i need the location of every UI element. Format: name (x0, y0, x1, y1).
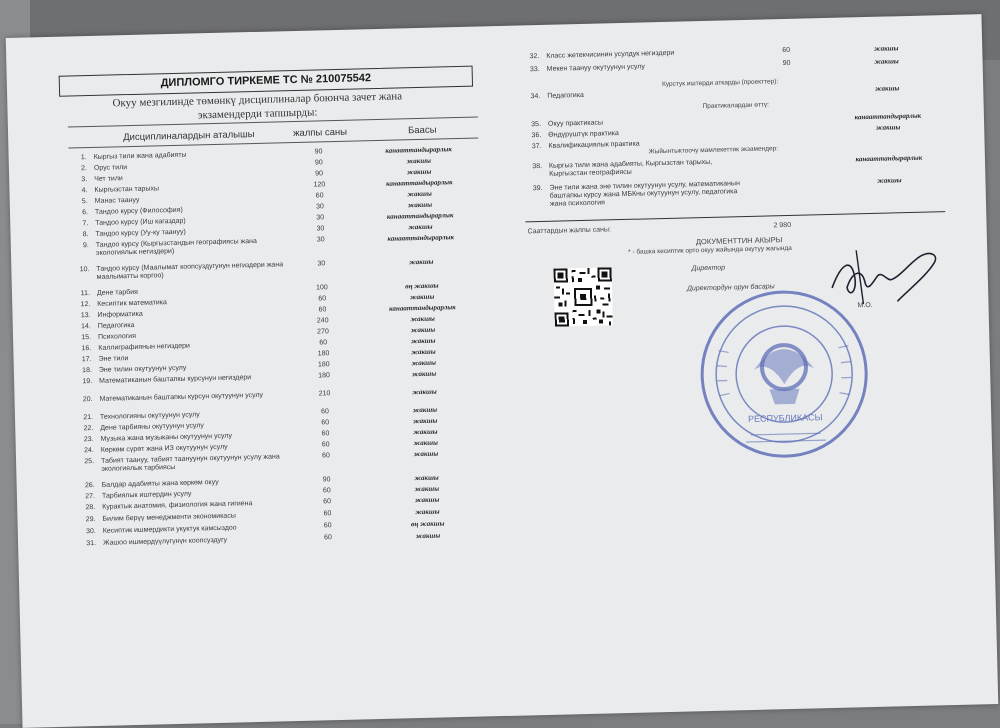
grade: жакшы (374, 387, 474, 397)
subject-name: Педагогика (547, 88, 747, 101)
director-label: Директор (691, 265, 725, 273)
document-sheet (6, 14, 999, 728)
subject-name: Кесиптик ишмердикти укуктук камсыздоо (103, 523, 293, 536)
hours: 30 (291, 236, 351, 244)
subject-name: Эне тили (99, 351, 289, 364)
header-hours: жалпы саны (293, 127, 347, 139)
footnote: * - башка кесиптик орто окуу жайында окутуу жагында (628, 245, 792, 256)
row-number: 12. (70, 301, 90, 308)
hours: 60 (292, 295, 352, 303)
official-seal-icon (697, 287, 871, 461)
grade: жакшы (370, 189, 470, 199)
row-number: 21. (73, 414, 93, 421)
hours: 90 (289, 170, 349, 178)
hours: 90 (761, 59, 811, 68)
document-end: ДОКУМЕНТТИН АКЫРЫ (696, 235, 783, 246)
grade: жакшы (373, 347, 473, 357)
subject-name: Окуу практикасы (548, 116, 748, 129)
hours: 240 (293, 317, 353, 325)
subject-name: Дене тарбия (97, 285, 287, 298)
row-number: 22. (73, 425, 93, 432)
grade: жакшы (376, 449, 476, 459)
row-number: 13. (70, 312, 90, 319)
subject-name: Курактык анатомия, физиология жана гигиена (102, 499, 292, 512)
hours: 60 (295, 408, 355, 416)
subject-name: Музыка жана музыканы окутуунун усулу (100, 431, 290, 444)
deputy-director-label: Директордун орун басары (687, 283, 775, 292)
subject-name: Дене тарбияны окутуунун усулу (100, 420, 290, 433)
subject-name: Көркөм сүрөт жана ИЗ окутуунун усулу (101, 442, 291, 455)
hours (764, 178, 814, 179)
subject-name: Балдар адабияты жана көркөм окуу (102, 477, 292, 490)
hours: 60 (295, 419, 355, 427)
total-value: 2 980 (773, 222, 791, 229)
hours: 60 (761, 46, 811, 55)
grade: жакшы (369, 167, 469, 177)
header-grade: Баасы (408, 125, 437, 137)
grade: жакшы (373, 336, 473, 346)
subject-name: Информатика (97, 307, 287, 320)
subject-name: Тарбиялык иштердин усулу (102, 488, 292, 501)
row-number: 9. (69, 242, 89, 249)
grade: жакшы (834, 175, 944, 186)
course-work-note: Курстук иштерди аткарды (проекттер): (662, 78, 778, 88)
row-number: 27. (75, 493, 95, 500)
hours: 60 (296, 452, 356, 460)
hours: 90 (297, 476, 357, 484)
row-number: 1. (67, 154, 87, 161)
table-row (45, 386, 495, 407)
grade: жакшы (376, 438, 476, 448)
hours: 90 (289, 159, 349, 167)
grade: жакшы (375, 427, 475, 437)
row-number: 25. (74, 458, 94, 465)
grade: жакшы (831, 56, 941, 67)
row-number: 33. (520, 66, 540, 74)
subject-name: Эне тилин окутуунун усулу (99, 362, 289, 375)
grade: жакшы (377, 495, 477, 505)
hours: 60 (298, 522, 358, 530)
row-number: 29. (75, 516, 95, 523)
table-row (511, 43, 951, 54)
table-row (41, 256, 491, 277)
row-number: 11. (70, 290, 90, 297)
hours: 90 (289, 148, 349, 156)
row-number: 3. (67, 176, 87, 183)
grade: жакшы (833, 122, 943, 133)
subject-name: Кесиптик математика (97, 296, 287, 309)
subject-name: Тандоо курсу (Уу-ку таануу) (95, 226, 285, 239)
hours (764, 156, 814, 157)
hours: 30 (291, 260, 351, 268)
subject-name: Эне тили жана эне тилин окутуунун усулу, математиканын баштапкы курсу жана МБКны окутуунун усулу, педагогика жана психология (549, 180, 750, 209)
right-page (511, 15, 968, 716)
hours: 60 (290, 192, 350, 200)
subject-name: Чет тили (94, 171, 284, 184)
total-rule (525, 211, 945, 222)
hours (763, 114, 813, 115)
hours: 60 (292, 306, 352, 314)
grade: канааттандырарлык (370, 211, 470, 221)
hours: 180 (294, 361, 354, 369)
grade: жакшы (369, 156, 469, 166)
grade: жакшы (370, 222, 470, 232)
hours: 180 (293, 350, 353, 358)
grade: канааттандырарлык (833, 111, 943, 122)
grade: жакшы (372, 292, 472, 302)
qr-code-icon (554, 267, 613, 326)
row-number: 26. (75, 482, 95, 489)
subject-name: Кыргызстан тарыхы (94, 182, 284, 195)
subtitle-line-2: экзамендерди тапшырды: (98, 103, 418, 125)
hours: 30 (290, 203, 350, 211)
subject-name: Математиканын баштапкы курсун окутуунун усулу (99, 391, 289, 404)
row-number: 34. (520, 93, 540, 101)
hours: 60 (296, 441, 356, 449)
grade: жакшы (373, 314, 473, 324)
hours: 60 (297, 510, 357, 518)
grade: жакшы (377, 484, 477, 494)
row-number: 8. (68, 231, 88, 238)
grade: канааттандырарлык (372, 303, 472, 313)
row-number: 36. (521, 132, 541, 140)
subject-name: Кыргыз тили жана адабияты, Кыргызстан тарыхы, Кыргызстан географиясы (549, 158, 749, 179)
subject-name: Тандоо курсу (Маалымат коопсуздугунун негиздери жана маалыматты коргоо) (96, 261, 286, 282)
grade: жакшы (375, 416, 475, 426)
subject-name: Тандоо курсу (Философия) (95, 204, 285, 217)
seal-text: РЕСПУБЛИКАСЫ (748, 412, 823, 424)
row-number: 16. (71, 345, 91, 352)
hours (762, 86, 812, 87)
grade: жакшы (371, 257, 471, 267)
row-number: 19. (72, 378, 92, 385)
practice-note: Практикалардан өттү: (703, 101, 769, 110)
hours: 100 (292, 284, 352, 292)
grade: канааттандырарлык (368, 145, 468, 155)
table-row (514, 153, 954, 164)
total-label: Сааттардын жалпы саны: (528, 226, 611, 235)
grade: жакшы (378, 531, 478, 541)
row-number: 30. (76, 528, 96, 535)
row-number: 39. (522, 185, 542, 193)
row-number: 14. (71, 323, 91, 330)
hours: 60 (298, 534, 358, 542)
subject-name: Класс жетекчисинин усулдук негиздери (546, 48, 746, 61)
grade: канааттандырарлык (371, 233, 471, 243)
subject-name: Манас таануу (95, 193, 285, 206)
row-number: 32. (519, 53, 539, 61)
row-number: 31. (76, 540, 96, 547)
row-number: 35. (521, 121, 541, 129)
hours: 120 (289, 181, 349, 189)
hours: 180 (294, 372, 354, 380)
subject-name: Технологияны окутуунун усулу (100, 409, 290, 422)
subtitle-line-1: Окуу мезгилинде төмөнкү дисциплиналар боюнча зачет жана (97, 89, 417, 111)
subject-name: Квалификациялык практика (548, 138, 748, 151)
row-number: 28. (75, 504, 95, 511)
grade: жакшы (375, 405, 475, 415)
hours: 30 (290, 214, 350, 222)
subject-name: Орус тили (94, 160, 284, 173)
hours: 30 (290, 225, 350, 233)
hours (763, 136, 813, 137)
signature-icon (826, 240, 948, 313)
grade: жакшы (831, 43, 941, 54)
hours: 60 (297, 498, 357, 506)
hours: 60 (297, 487, 357, 495)
grade: жакшы (377, 473, 477, 483)
seal-place-label: М.О. (857, 302, 872, 309)
row-number: 18. (72, 367, 92, 374)
grade: жакшы (373, 325, 473, 335)
row-number: 10. (69, 266, 89, 273)
row-number: 6. (68, 209, 88, 216)
header-name: Дисциплиналардын аталышы (123, 129, 255, 143)
row-number: 4. (67, 187, 87, 194)
grade: канааттандырарлык (834, 153, 944, 164)
row-number: 24. (74, 447, 94, 454)
row-number: 5. (68, 198, 88, 205)
subject-name: Математиканын баштапкы курсунун негиздери (99, 373, 289, 386)
row-number: 20. (72, 396, 92, 403)
table-row (513, 111, 953, 122)
subject-name: Кыргыз тили жана адабияты (94, 149, 284, 162)
row-number: 7. (68, 220, 88, 227)
subject-name: Өндүрүштүк практика (548, 127, 748, 140)
subject-name: Психология (98, 329, 288, 342)
subject-name: Каллиграфиянын негиздери (98, 340, 288, 353)
grade: жакшы (377, 507, 477, 517)
hours: 270 (293, 328, 353, 336)
page-title: ДИПЛОМГО ТИРКЕМЕ ТС № 210075542 (59, 66, 473, 97)
grade: жакшы (374, 358, 474, 368)
final-exams-note: Жыйынтыктоочу мамлекеттик экзамендер: (649, 145, 779, 155)
grade: өң жакшы (372, 281, 472, 291)
subject-name: Тандоо курсу (Иш кагаздар) (95, 215, 285, 228)
row-number: 38. (522, 163, 542, 171)
hours: 210 (294, 390, 354, 398)
row-number: 15. (71, 334, 91, 341)
left-page (36, 26, 503, 727)
grade: жакшы (832, 83, 942, 94)
subject-name: Тандоо курсу (Кыргызстандын географиясы жана экологиялык негиздери) (96, 237, 286, 258)
subject-name: Педагогика (98, 318, 288, 331)
grade: канааттандырарлык (369, 178, 469, 188)
grade: өң жакшы (378, 519, 478, 529)
subject-name: Билим берүү менеджменти экономикасы (102, 511, 292, 524)
hours: 60 (295, 430, 355, 438)
subject-name: Жашоо ишмердүүлүгүнүн коопсуздугу (103, 535, 293, 548)
grade: жакшы (370, 200, 470, 210)
hours: 60 (293, 339, 353, 347)
row-number: 37. (521, 143, 541, 151)
row-number: 2. (67, 165, 87, 172)
row-number: 23. (73, 436, 93, 443)
row-number: 17. (72, 356, 92, 363)
grade (833, 133, 943, 136)
subject-name: Мекен таануу окутуунун усулу (547, 61, 747, 74)
hours (763, 125, 813, 126)
grade: жакшы (374, 369, 474, 379)
subject-name: Табият таануу, табият таануунун окутуунун усулу жана экологиялык тарбиясы (101, 453, 291, 474)
